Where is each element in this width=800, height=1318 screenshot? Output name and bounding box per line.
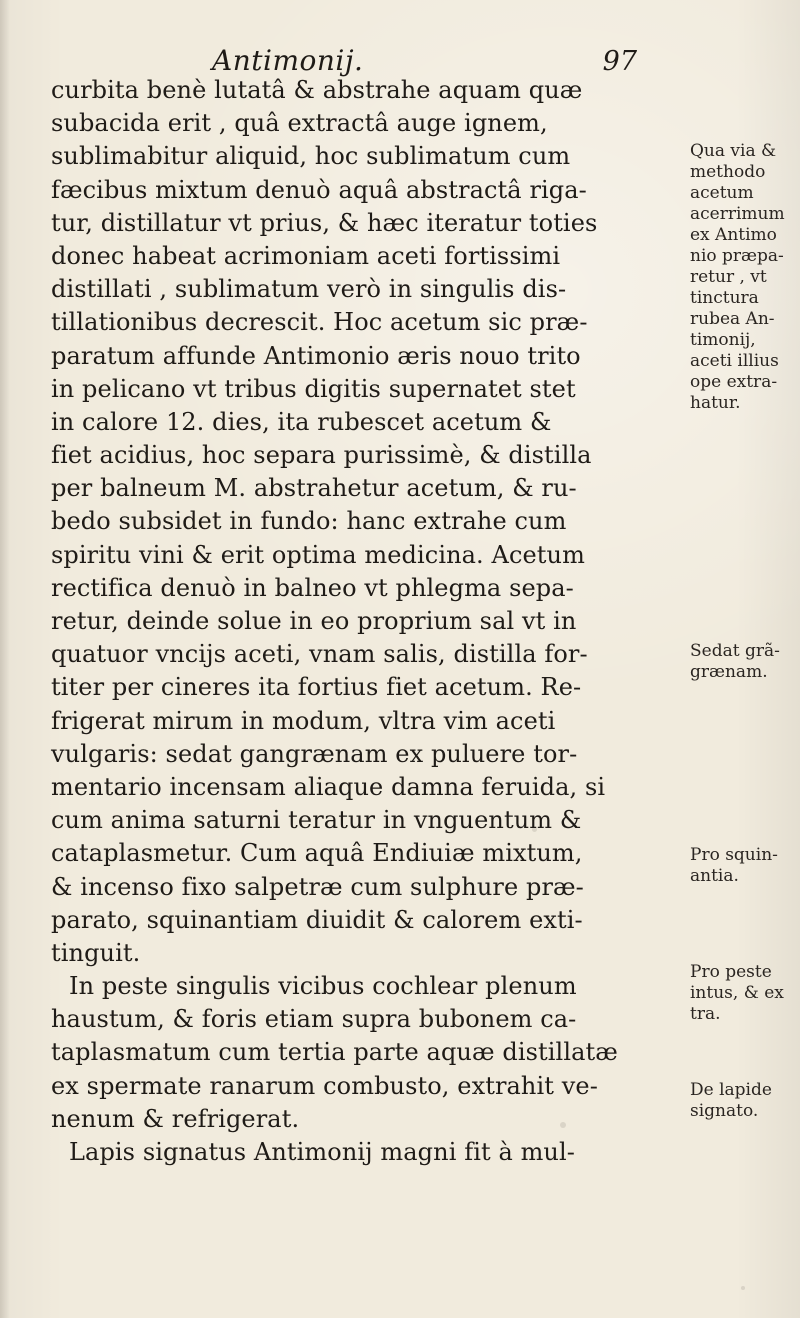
marginal-note-line: timonij,	[690, 330, 756, 350]
text-line: & incenso fixo salpetræ cum sulphure præ-	[51, 872, 584, 901]
text-line: vulgaris: sedat gangrænam ex puluere tor-	[51, 739, 578, 768]
text-line: cataplasmetur. Cum aquâ Endiuiæ mixtum,	[51, 839, 583, 868]
marginal-note-gangrene	[690, 641, 795, 683]
text-line: parato, squinantiam diuidit & calorem exti-	[51, 905, 583, 934]
marginal-note-line: acetum	[690, 183, 754, 203]
text-line: subacida erit , quâ extractâ auge ignem,	[51, 109, 548, 138]
text-line: haustum, & foris etiam supra bubonem ca-	[51, 1005, 577, 1034]
marginal-note-line: retur , vt	[690, 267, 767, 287]
text-line: distillati , sublimatum verò in singulis dis-	[51, 275, 567, 304]
ink-speck	[741, 1286, 745, 1290]
text-line: in pelicano vt tribus digitis supernatet stet	[51, 374, 576, 403]
marginal-note-line: signato.	[690, 1101, 759, 1121]
marginal-note-line: tinctura	[690, 288, 759, 308]
text-line: tur, distillatur vt prius, & hæc iteratur toties	[51, 208, 598, 237]
text-line: nenum & refrigerat.	[51, 1104, 300, 1133]
text-line: in calore 12. dies, ita rubescet acetum &	[51, 407, 552, 436]
running-head: Antimonij.	[212, 44, 364, 77]
marginal-note-method	[690, 141, 795, 414]
main-text-block	[51, 74, 681, 1169]
text-line: paratum affunde Antimonio æris nouo trito	[51, 341, 581, 370]
marginal-note-line: ope extra-	[690, 372, 778, 392]
marginal-note-line: De lapide	[690, 1080, 772, 1100]
marginal-note-line: intus, & ex	[690, 983, 784, 1003]
marginal-note-line: Qua via &	[690, 141, 777, 161]
text-line: retur, deinde solue in eo proprium sal vt in	[51, 607, 577, 635]
text-line: ex spermate ranarum combusto, extrahit ve-	[51, 1071, 598, 1100]
ink-speck	[532, 827, 537, 832]
marginal-note-line: Pro peste	[690, 962, 772, 982]
text-line: per balneum M. abstrahetur acetum, & ru-	[51, 474, 577, 503]
text-line: sublimabitur aliquid, hoc sublimatum cum	[51, 142, 571, 171]
marginal-note-line: ex Antimo	[690, 225, 777, 245]
text-line: quatuor vncijs aceti, vnam salis, distilla for-	[51, 640, 588, 669]
text-line: titer per cineres ita fortius fiet acetum. Re-	[51, 673, 582, 702]
marginal-note-squinancy	[690, 845, 795, 887]
text-line: fiet acidius, hoc separa purissimè, & distilla	[51, 441, 592, 470]
text-line: tinguit.	[51, 938, 141, 967]
page-edge-shadow	[0, 0, 10, 1318]
text-line: bedo subsidet in fundo: hanc extrahe cum	[51, 507, 567, 536]
marginal-note-line: methodo	[690, 162, 766, 182]
ink-speck	[560, 1122, 566, 1128]
text-line: taplasmatum cum tertia parte aquæ distillatæ	[51, 1038, 618, 1067]
marginal-note-line: aceti illius	[690, 351, 779, 371]
marginal-note-plague	[690, 962, 795, 1025]
marginal-note-line: grænam.	[690, 662, 768, 682]
text-line: cum anima saturni teratur in vnguentum &	[51, 806, 582, 835]
marginal-note-line: rubea An-	[690, 309, 775, 329]
text-line: tillationibus decrescit. Hoc acetum sic præ-	[51, 308, 588, 337]
text-line: In peste singulis vicibus cochlear plenum	[69, 972, 577, 1001]
text-line: frigerat mirum in modum, vltra vim aceti	[51, 706, 556, 735]
text-line: curbita benè lutatâ & abstrahe aquam quæ	[51, 76, 583, 104]
marginal-note-line: Pro squin-	[690, 845, 778, 865]
marginal-note-line: hatur.	[690, 393, 741, 413]
marginal-note-line: antia.	[690, 866, 739, 886]
page-number: 97	[602, 46, 637, 77]
text-line: spiritu vini & erit optima medicina. Acetum	[51, 540, 585, 569]
text-line: Lapis signatus Antimonij magni fit à mul-	[69, 1138, 575, 1166]
marginal-note-line: nio præpa-	[690, 246, 784, 266]
text-line: donec habeat acrimoniam aceti fortissimi	[51, 241, 561, 270]
text-line: mentario incensam aliaque damna feruida, si	[51, 772, 606, 801]
marginal-note-stone	[690, 1080, 795, 1122]
marginal-note-line: Sedat grã-	[690, 641, 780, 661]
text-line: fæcibus mixtum denuò aquâ abstractâ riga-	[51, 175, 587, 204]
text-line: rectifica denuò in balneo vt phlegma sepa-	[51, 573, 574, 602]
marginal-note-line: acerrimum	[690, 204, 785, 224]
marginal-note-line: tra.	[690, 1004, 721, 1024]
